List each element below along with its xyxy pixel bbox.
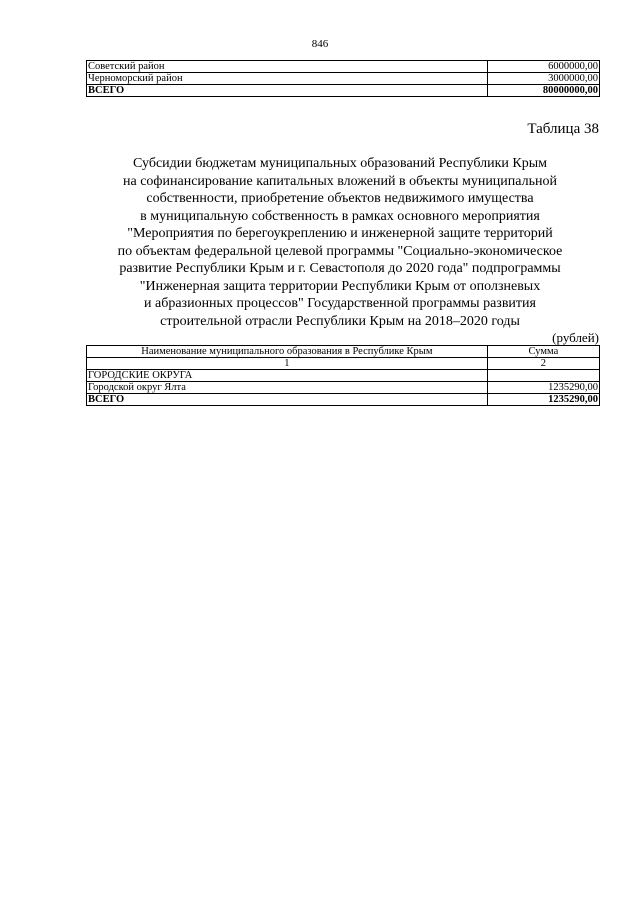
page-number: 846	[311, 38, 329, 50]
units-label: (рублей)	[552, 330, 599, 345]
table-caption: Таблица 38	[527, 121, 599, 137]
total-label: ВСЕГО	[87, 394, 488, 406]
subsidy-table	[86, 345, 600, 406]
table-header-row	[87, 346, 600, 358]
municipality-sum: 1235290,00	[487, 382, 599, 394]
column-header-name: Наименование муниципального образования в Республике Крым	[87, 346, 488, 358]
district-sum: 6000000,00	[487, 61, 599, 73]
section-empty-cell	[487, 370, 599, 382]
title-line: собственности, приобретение объектов недвижимого имущества	[146, 191, 534, 206]
column-number: 2	[487, 358, 599, 370]
title-line: Субсидии бюджетам муниципальных образований Республики Крым	[133, 156, 547, 171]
total-label: ВСЕГО	[87, 85, 488, 97]
column-number-row	[87, 358, 600, 370]
document-title	[70, 155, 610, 330]
table-row	[87, 61, 600, 73]
title-line: "Мероприятия по берегоукреплению и инженерной защите территорий	[127, 226, 553, 241]
column-header-sum: Сумма	[487, 346, 599, 358]
title-line: строительной отрасли Республики Крым на 2018–2020 годы	[160, 313, 520, 329]
total-sum: 80000000,00	[487, 85, 599, 97]
section-row	[87, 370, 600, 382]
title-line: развитие Республики Крым и г. Севастополя до 2020 года" подпрограммы	[119, 261, 561, 276]
title-line: в муниципальную собственность в рамках основного мероприятия	[140, 208, 540, 224]
table-row	[87, 382, 600, 394]
column-number: 1	[87, 358, 488, 370]
municipality-name: Городской округ Ялта	[87, 382, 488, 394]
section-label: ГОРОДСКИЕ ОКРУГА	[87, 370, 488, 382]
district-sum: 3000000,00	[487, 73, 599, 85]
total-sum: 1235290,00	[487, 394, 599, 406]
total-row	[87, 85, 600, 97]
title-line: на софинансирование капитальных вложений в объекты муниципальной	[123, 173, 557, 189]
title-line: "Инженерная защита территории Республики Крым от оползневых	[139, 278, 541, 294]
total-row	[87, 394, 600, 406]
district-name: Черноморский район	[87, 73, 488, 85]
table-row	[87, 73, 600, 85]
title-line: и абразионных процессов" Государственной программы развития	[144, 296, 536, 311]
district-name: Советский район	[87, 61, 488, 73]
top-table	[86, 60, 600, 97]
title-line: по объектам федеральной целевой программы "Социально-экономическое	[117, 243, 563, 259]
